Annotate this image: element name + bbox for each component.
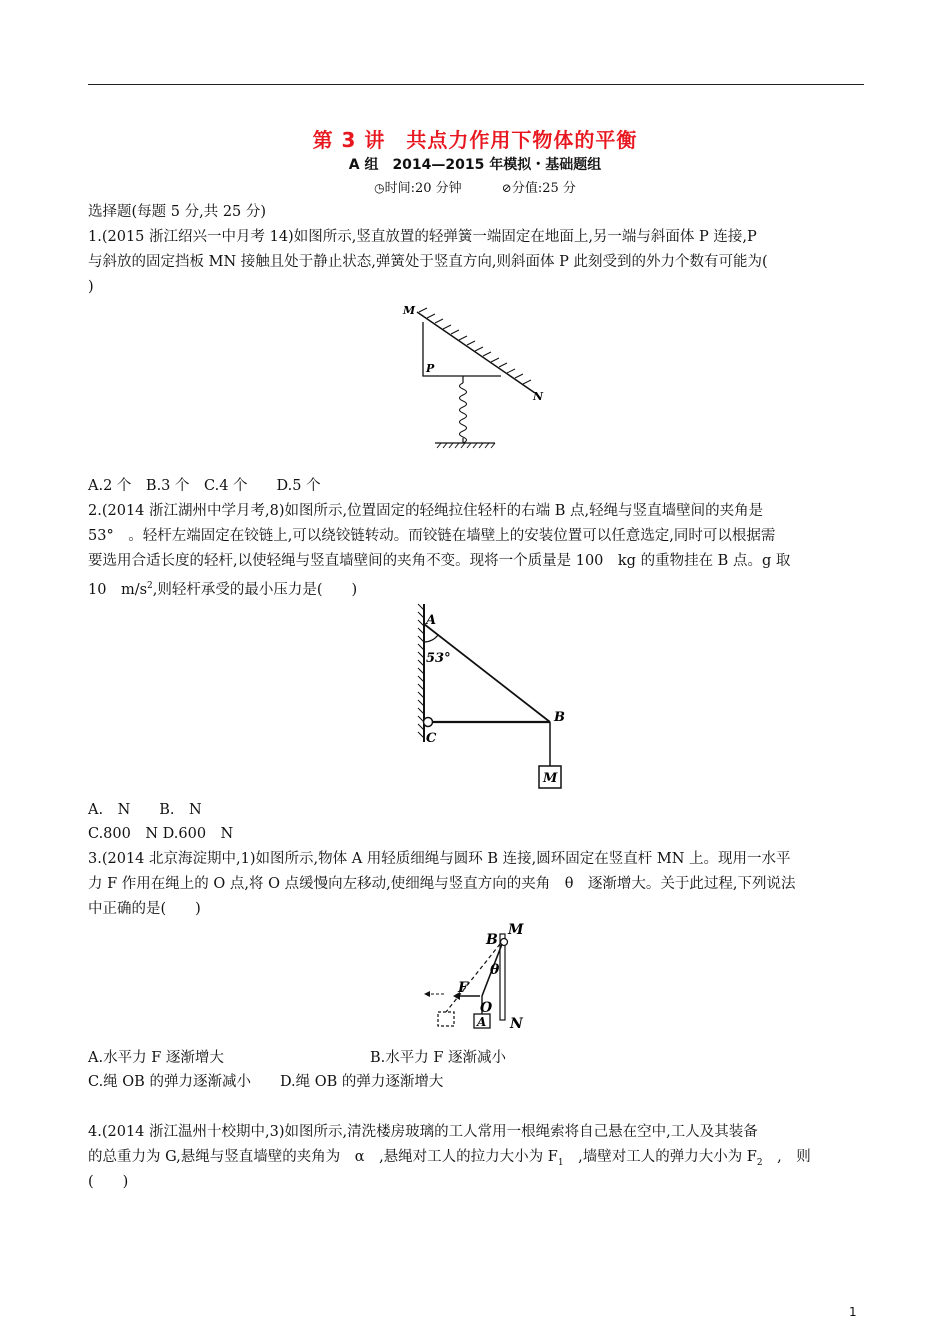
q2-line1: 2.(2014 浙江湖州中学月考,8)如图所示,位置固定的轻绳拉住轻杆的右端 B 点,轻绳与竖直墙壁间的夹角是: [88, 503, 764, 519]
q2-options-ab: A. N B. N: [88, 802, 202, 818]
q3-label-m: M: [508, 922, 524, 938]
q3-label-o: O: [480, 1000, 493, 1016]
q3-label-b: B: [486, 932, 498, 948]
q3-options-cd: C.绳 OB 的弹力逐渐减小 D.绳 OB 的弹力逐渐增大: [88, 1074, 444, 1090]
q3-option-a: A.水平力 F 逐渐增大: [88, 1050, 224, 1066]
q1-line1: 1.(2015 浙江绍兴一中月考 14)如图所示,竖直放置的轻弹簧一端固定在地面上,另一端与斜面体 P 连接,P: [88, 229, 757, 245]
score-info: [502, 181, 576, 196]
q2-label-c: C: [426, 731, 437, 746]
clock-icon: ◷: [374, 181, 385, 195]
q3-figure: [420, 920, 540, 1035]
q1-line3: ): [88, 279, 94, 295]
q2-line4b: ,则轻杆承受的最小压力是( ): [152, 581, 358, 598]
q4-sub-2: 2: [756, 1157, 763, 1168]
q4-line2b: ,墙壁对工人的弹力大小为 F: [563, 1149, 757, 1165]
q2-label-angle: 53°: [426, 651, 451, 666]
page-number: 1: [849, 1305, 857, 1319]
q4-line2a: 的总重力为 G,悬绳与竖直墙壁的夹角为 α ,悬绳对工人的拉力大小为 F: [88, 1149, 558, 1165]
q4-line2c: , 则: [762, 1149, 811, 1165]
q3-line2: 力 F 作用在绳上的 O 点,将 O 点缓慢向左移动,使细绳与竖直方向的夹角 θ 逐渐增大。关于此过程,下列说法: [88, 876, 796, 892]
q2-figure: [408, 596, 578, 796]
score-label: 分值:25 分: [511, 181, 576, 196]
q3-label-f: F: [458, 980, 468, 996]
q2-label-m: M: [543, 771, 558, 786]
q2-line2: 53° 。轻杆左端固定在铰链上,可以绕铰链转动。而铰链在墙壁上的安装位置可以任意选定,同时可以根据需: [88, 528, 776, 544]
q3-line3: 中正确的是( ): [88, 901, 201, 917]
header-rule: [88, 84, 864, 85]
q2-label-a: A: [426, 613, 437, 628]
q3-label-theta: θ: [490, 962, 500, 978]
time-label: 时间:20 分钟: [384, 181, 462, 196]
q2-options-cd: C.800 N D.600 N: [88, 826, 234, 842]
q1-options: A.2 个 B.3 个 C.4 个 D.5 个: [88, 478, 321, 494]
q3-line1: 3.(2014 北京海淀期中,1)如图所示,物体 A 用轻质细绳与圆环 B 连接,圆环固定在竖直杆 MN 上。现用一水平: [88, 851, 791, 867]
q3-option-b: B.水平力 F 逐渐减小: [370, 1050, 507, 1066]
q4-line1: 4.(2014 浙江温州十校期中,3)如图所示,清洗楼房玻璃的工人常用一根绳索将自己悬在空中,工人及其装备: [88, 1124, 758, 1140]
group-subtitle: A 组 2014—2015 年模拟・基础题组: [348, 157, 602, 173]
q2-line4-sup: 2: [147, 581, 153, 591]
q2-line3: 要选用合适长度的轻杆,以使轻绳与竖直墙壁间的夹角不变。现将一个质量是 100 kg 的重物挂在 B 点。g 取: [88, 553, 791, 569]
lesson-title: 第 3 讲 共点力作用下物体的平衡: [312, 128, 638, 152]
time-info: [374, 181, 462, 196]
q2-label-b: B: [554, 710, 565, 725]
check-circle-icon: ⊘: [501, 181, 512, 195]
section-heading: 选择题(每题 5 分,共 25 分): [88, 204, 267, 220]
q1-label-n: N: [533, 390, 544, 403]
q4-sub-1: 1: [557, 1157, 564, 1168]
q1-label-p: P: [426, 362, 435, 375]
q1-line2: 与斜放的固定挡板 MN 接触且处于静止状态,弹簧处于竖直方向,则斜面体 P 此刻受到的外力个数有可能为(: [88, 254, 768, 270]
q1-figure: [395, 298, 565, 458]
q1-label-m: M: [403, 304, 416, 317]
q2-line4a: 10 m/s: [88, 581, 148, 598]
q3-label-n: N: [510, 1016, 523, 1032]
q4-line3: ( ): [88, 1174, 129, 1190]
q3-label-a: A: [477, 1015, 487, 1029]
exam-meta: [0, 177, 950, 196]
